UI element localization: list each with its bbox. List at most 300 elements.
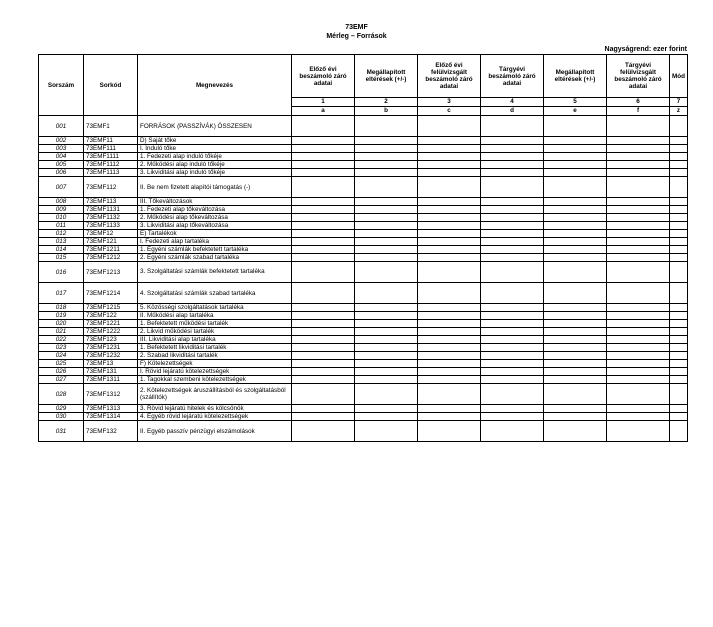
value-cell-3[interactable] xyxy=(418,137,481,145)
value-cell-4[interactable] xyxy=(481,238,544,246)
value-cell-2[interactable] xyxy=(355,312,418,320)
value-cell-7[interactable] xyxy=(670,145,688,153)
value-cell-4[interactable] xyxy=(481,304,544,312)
value-cell-7[interactable] xyxy=(670,376,688,384)
value-cell-6[interactable] xyxy=(607,283,670,304)
value-cell-5[interactable] xyxy=(544,238,607,246)
value-cell-4[interactable] xyxy=(481,169,544,177)
value-cell-1[interactable] xyxy=(292,368,355,376)
table-row xyxy=(39,153,688,161)
value-cell-1[interactable] xyxy=(292,116,355,137)
col-header-6: Tárgyévi felülvizsgált beszámoló záró adatai xyxy=(607,55,670,98)
value-cell-1[interactable] xyxy=(292,376,355,384)
value-cell-7[interactable] xyxy=(670,384,688,405)
col-header-7: Mód xyxy=(670,55,688,98)
row-name: 4. Szolgáltatási számlák szabad tartaléka xyxy=(138,283,292,304)
value-cell-7[interactable] xyxy=(670,161,688,169)
row-number: 026 xyxy=(39,368,84,376)
value-cell-2[interactable] xyxy=(355,413,418,421)
col-number-6: 6 xyxy=(607,98,670,107)
row-name: F) Kötelezettségek xyxy=(138,360,292,368)
value-cell-2[interactable] xyxy=(355,376,418,384)
row-code: 73EMF1213 xyxy=(84,262,138,283)
value-cell-2[interactable] xyxy=(355,360,418,368)
value-cell-7[interactable] xyxy=(670,222,688,230)
row-number: 002 xyxy=(39,137,84,145)
value-cell-2[interactable] xyxy=(355,145,418,153)
row-number: 023 xyxy=(39,344,84,352)
value-cell-2[interactable] xyxy=(355,328,418,336)
value-cell-6[interactable] xyxy=(607,328,670,336)
value-cell-3[interactable] xyxy=(418,304,481,312)
row-name: 1. Fedezeti alap tőkeváltozása xyxy=(138,206,292,214)
value-cell-5[interactable] xyxy=(544,206,607,214)
row-code: 73EMF122 xyxy=(84,312,138,320)
row-number: 012 xyxy=(39,230,84,238)
value-cell-5[interactable] xyxy=(544,283,607,304)
table-row xyxy=(39,384,688,405)
value-cell-4[interactable] xyxy=(481,312,544,320)
value-cell-4[interactable] xyxy=(481,214,544,222)
row-number: 024 xyxy=(39,352,84,360)
value-cell-1[interactable] xyxy=(292,161,355,169)
value-cell-2[interactable] xyxy=(355,198,418,206)
value-cell-7[interactable] xyxy=(670,283,688,304)
value-cell-1[interactable] xyxy=(292,336,355,344)
value-cell-5[interactable] xyxy=(544,336,607,344)
row-code: 73EMF1232 xyxy=(84,352,138,360)
col-letter-1: a xyxy=(292,107,355,116)
value-cell-2[interactable] xyxy=(355,421,418,442)
value-cell-7[interactable] xyxy=(670,421,688,442)
value-cell-4[interactable] xyxy=(481,153,544,161)
value-cell-7[interactable] xyxy=(670,206,688,214)
value-cell-4[interactable] xyxy=(481,116,544,137)
value-cell-1[interactable] xyxy=(292,238,355,246)
col-header-sorkod: Sorkód xyxy=(84,55,138,116)
row-name: 3. Rövid lejáratú hitelek és kölcsönök xyxy=(138,405,292,413)
value-cell-1[interactable] xyxy=(292,169,355,177)
value-cell-2[interactable] xyxy=(355,206,418,214)
value-cell-4[interactable] xyxy=(481,283,544,304)
row-number: 004 xyxy=(39,153,84,161)
value-cell-5[interactable] xyxy=(544,198,607,206)
table-row xyxy=(39,214,688,222)
value-cell-2[interactable] xyxy=(355,368,418,376)
value-cell-1[interactable] xyxy=(292,312,355,320)
value-cell-5[interactable] xyxy=(544,254,607,262)
value-cell-5[interactable] xyxy=(544,246,607,254)
table-row xyxy=(39,328,688,336)
value-cell-3[interactable] xyxy=(418,116,481,137)
value-cell-1[interactable] xyxy=(292,320,355,328)
value-cell-3[interactable] xyxy=(418,384,481,405)
value-cell-2[interactable] xyxy=(355,304,418,312)
value-cell-4[interactable] xyxy=(481,246,544,254)
row-number: 022 xyxy=(39,336,84,344)
table-row xyxy=(39,206,688,214)
row-code: 73EMF1131 xyxy=(84,206,138,214)
value-cell-2[interactable] xyxy=(355,169,418,177)
value-cell-3[interactable] xyxy=(418,177,481,198)
value-cell-2[interactable] xyxy=(355,384,418,405)
row-code: 73EMF13 xyxy=(84,360,138,368)
value-cell-1[interactable] xyxy=(292,352,355,360)
value-cell-2[interactable] xyxy=(355,344,418,352)
value-cell-7[interactable] xyxy=(670,413,688,421)
value-cell-4[interactable] xyxy=(481,206,544,214)
value-cell-2[interactable] xyxy=(355,238,418,246)
value-cell-5[interactable] xyxy=(544,214,607,222)
row-code: 73EMF1111 xyxy=(84,153,138,161)
value-cell-3[interactable] xyxy=(418,161,481,169)
value-cell-3[interactable] xyxy=(418,368,481,376)
value-cell-3[interactable] xyxy=(418,283,481,304)
col-letter-6: f xyxy=(607,107,670,116)
row-name: 1. Fedezeti alap induló tőkéje xyxy=(138,153,292,161)
value-cell-5[interactable] xyxy=(544,344,607,352)
value-cell-5[interactable] xyxy=(544,177,607,198)
value-cell-3[interactable] xyxy=(418,413,481,421)
value-cell-6[interactable] xyxy=(607,161,670,169)
value-cell-3[interactable] xyxy=(418,421,481,442)
value-cell-6[interactable] xyxy=(607,246,670,254)
value-cell-7[interactable] xyxy=(670,246,688,254)
value-cell-7[interactable] xyxy=(670,116,688,137)
table-row xyxy=(39,360,688,368)
value-cell-7[interactable] xyxy=(670,153,688,161)
row-number: 031 xyxy=(39,421,84,442)
value-cell-2[interactable] xyxy=(355,222,418,230)
value-cell-6[interactable] xyxy=(607,214,670,222)
value-cell-1[interactable] xyxy=(292,384,355,405)
value-cell-4[interactable] xyxy=(481,328,544,336)
value-cell-7[interactable] xyxy=(670,405,688,413)
table-row xyxy=(39,177,688,198)
value-cell-1[interactable] xyxy=(292,262,355,283)
row-name: II. Egyéb passzív pénzügyi elszámolások xyxy=(138,421,292,442)
value-cell-1[interactable] xyxy=(292,344,355,352)
value-cell-7[interactable] xyxy=(670,352,688,360)
value-cell-5[interactable] xyxy=(544,320,607,328)
value-cell-1[interactable] xyxy=(292,413,355,421)
value-cell-2[interactable] xyxy=(355,352,418,360)
col-header-megnevezes: Megnevezés xyxy=(138,55,292,116)
value-cell-4[interactable] xyxy=(481,137,544,145)
value-cell-5[interactable] xyxy=(544,161,607,169)
value-cell-3[interactable] xyxy=(418,336,481,344)
value-cell-3[interactable] xyxy=(418,153,481,161)
value-cell-2[interactable] xyxy=(355,214,418,222)
value-cell-1[interactable] xyxy=(292,328,355,336)
value-cell-5[interactable] xyxy=(544,368,607,376)
value-cell-3[interactable] xyxy=(418,312,481,320)
value-cell-3[interactable] xyxy=(418,169,481,177)
value-cell-6[interactable] xyxy=(607,177,670,198)
value-cell-7[interactable] xyxy=(670,230,688,238)
col-letter-5: e xyxy=(544,107,607,116)
value-cell-5[interactable] xyxy=(544,413,607,421)
value-cell-6[interactable] xyxy=(607,352,670,360)
value-cell-7[interactable] xyxy=(670,177,688,198)
row-code: 73EMF11 xyxy=(84,137,138,145)
value-cell-5[interactable] xyxy=(544,312,607,320)
table-row xyxy=(39,312,688,320)
value-cell-1[interactable] xyxy=(292,145,355,153)
value-cell-6[interactable] xyxy=(607,344,670,352)
value-cell-6[interactable] xyxy=(607,312,670,320)
value-cell-4[interactable] xyxy=(481,222,544,230)
row-code: 73EMF1222 xyxy=(84,328,138,336)
row-number: 025 xyxy=(39,360,84,368)
row-number: 027 xyxy=(39,376,84,384)
value-cell-3[interactable] xyxy=(418,344,481,352)
row-code: 73EMF1231 xyxy=(84,344,138,352)
table-row xyxy=(39,230,688,238)
value-cell-4[interactable] xyxy=(481,405,544,413)
row-code: 73EMF112 xyxy=(84,177,138,198)
value-cell-2[interactable] xyxy=(355,137,418,145)
row-code: 73EMF1312 xyxy=(84,384,138,405)
row-number: 003 xyxy=(39,145,84,153)
row-name: 1. Tagokkal szembeni kötelezettségek xyxy=(138,376,292,384)
value-cell-7[interactable] xyxy=(670,304,688,312)
value-cell-4[interactable] xyxy=(481,352,544,360)
value-cell-2[interactable] xyxy=(355,283,418,304)
value-cell-3[interactable] xyxy=(418,230,481,238)
form-subtitle: Mérleg – Források xyxy=(326,33,387,40)
table-row xyxy=(39,262,688,283)
row-code: 73EMF1132 xyxy=(84,214,138,222)
value-cell-2[interactable] xyxy=(355,153,418,161)
row-name: 2. Kötelezettségek áruszállításból és szolgáltatásból (szállítók) xyxy=(138,384,292,405)
value-cell-1[interactable] xyxy=(292,304,355,312)
row-number: 001 xyxy=(39,116,84,137)
value-cell-2[interactable] xyxy=(355,230,418,238)
col-number-5: 5 xyxy=(544,98,607,107)
value-cell-6[interactable] xyxy=(607,169,670,177)
value-cell-4[interactable] xyxy=(481,262,544,283)
value-cell-4[interactable] xyxy=(481,413,544,421)
row-code: 73EMF131 xyxy=(84,368,138,376)
value-cell-3[interactable] xyxy=(418,214,481,222)
value-cell-5[interactable] xyxy=(544,169,607,177)
row-number: 019 xyxy=(39,312,84,320)
row-number: 029 xyxy=(39,405,84,413)
value-cell-2[interactable] xyxy=(355,262,418,283)
value-cell-7[interactable] xyxy=(670,254,688,262)
value-cell-1[interactable] xyxy=(292,153,355,161)
value-cell-2[interactable] xyxy=(355,336,418,344)
value-cell-3[interactable] xyxy=(418,198,481,206)
value-cell-3[interactable] xyxy=(418,376,481,384)
value-cell-5[interactable] xyxy=(544,116,607,137)
value-cell-3[interactable] xyxy=(418,238,481,246)
value-cell-6[interactable] xyxy=(607,137,670,145)
value-cell-5[interactable] xyxy=(544,230,607,238)
value-cell-5[interactable] xyxy=(544,384,607,405)
value-cell-6[interactable] xyxy=(607,230,670,238)
value-cell-1[interactable] xyxy=(292,206,355,214)
value-cell-1[interactable] xyxy=(292,360,355,368)
value-cell-5[interactable] xyxy=(544,421,607,442)
value-cell-2[interactable] xyxy=(355,405,418,413)
value-cell-7[interactable] xyxy=(670,312,688,320)
value-cell-6[interactable] xyxy=(607,320,670,328)
table-row xyxy=(39,145,688,153)
value-cell-4[interactable] xyxy=(481,198,544,206)
value-cell-5[interactable] xyxy=(544,376,607,384)
row-name: III. Likviditási alap tartaléka xyxy=(138,336,292,344)
row-code: 73EMF121 xyxy=(84,238,138,246)
row-code: 73EMF1214 xyxy=(84,283,138,304)
row-name: 2. Szabad likviditási tartalék xyxy=(138,352,292,360)
value-cell-6[interactable] xyxy=(607,153,670,161)
value-cell-4[interactable] xyxy=(481,336,544,344)
value-cell-6[interactable] xyxy=(607,206,670,214)
value-cell-1[interactable] xyxy=(292,405,355,413)
value-cell-1[interactable] xyxy=(292,254,355,262)
value-cell-4[interactable] xyxy=(481,254,544,262)
value-cell-3[interactable] xyxy=(418,262,481,283)
row-name: I. Fedezeti alap tartaléka xyxy=(138,238,292,246)
value-cell-2[interactable] xyxy=(355,161,418,169)
value-cell-2[interactable] xyxy=(355,177,418,198)
value-cell-3[interactable] xyxy=(418,405,481,413)
unit-note: Nagyságrend: ezer forint xyxy=(604,46,687,53)
table-row xyxy=(39,304,688,312)
value-cell-4[interactable] xyxy=(481,145,544,153)
col-header-4: Tárgyévi beszámoló záró adatai xyxy=(481,55,544,98)
value-cell-3[interactable] xyxy=(418,246,481,254)
value-cell-7[interactable] xyxy=(670,214,688,222)
value-cell-5[interactable] xyxy=(544,137,607,145)
value-cell-5[interactable] xyxy=(544,145,607,153)
row-name: E) Tartalékok xyxy=(138,230,292,238)
value-cell-5[interactable] xyxy=(544,405,607,413)
value-cell-5[interactable] xyxy=(544,352,607,360)
value-cell-5[interactable] xyxy=(544,328,607,336)
value-cell-3[interactable] xyxy=(418,254,481,262)
value-cell-1[interactable] xyxy=(292,283,355,304)
value-cell-3[interactable] xyxy=(418,352,481,360)
col-header-1: Előző évi beszámoló záró adatai xyxy=(292,55,355,98)
value-cell-5[interactable] xyxy=(544,222,607,230)
table-row xyxy=(39,169,688,177)
value-cell-7[interactable] xyxy=(670,262,688,283)
value-cell-4[interactable] xyxy=(481,421,544,442)
value-cell-1[interactable] xyxy=(292,214,355,222)
value-cell-5[interactable] xyxy=(544,304,607,312)
value-cell-7[interactable] xyxy=(670,169,688,177)
table-row xyxy=(39,116,688,137)
value-cell-4[interactable] xyxy=(481,177,544,198)
value-cell-4[interactable] xyxy=(481,384,544,405)
row-number: 015 xyxy=(39,254,84,262)
value-cell-5[interactable] xyxy=(544,360,607,368)
value-cell-7[interactable] xyxy=(670,238,688,246)
value-cell-6[interactable] xyxy=(607,254,670,262)
row-number: 030 xyxy=(39,413,84,421)
value-cell-1[interactable] xyxy=(292,230,355,238)
value-cell-1[interactable] xyxy=(292,177,355,198)
value-cell-6[interactable] xyxy=(607,304,670,312)
value-cell-5[interactable] xyxy=(544,153,607,161)
value-cell-7[interactable] xyxy=(670,336,688,344)
value-cell-3[interactable] xyxy=(418,145,481,153)
value-cell-3[interactable] xyxy=(418,320,481,328)
value-cell-6[interactable] xyxy=(607,336,670,344)
value-cell-6[interactable] xyxy=(607,376,670,384)
value-cell-4[interactable] xyxy=(481,360,544,368)
value-cell-4[interactable] xyxy=(481,376,544,384)
value-cell-2[interactable] xyxy=(355,116,418,137)
value-cell-6[interactable] xyxy=(607,384,670,405)
value-cell-2[interactable] xyxy=(355,246,418,254)
value-cell-2[interactable] xyxy=(355,254,418,262)
value-cell-3[interactable] xyxy=(418,222,481,230)
value-cell-1[interactable] xyxy=(292,421,355,442)
value-cell-6[interactable] xyxy=(607,421,670,442)
value-cell-6[interactable] xyxy=(607,145,670,153)
row-number: 006 xyxy=(39,169,84,177)
value-cell-1[interactable] xyxy=(292,198,355,206)
value-cell-7[interactable] xyxy=(670,328,688,336)
value-cell-7[interactable] xyxy=(670,320,688,328)
row-code: 73EMF1313 xyxy=(84,405,138,413)
value-cell-5[interactable] xyxy=(544,262,607,283)
row-name: FORRÁSOK (PASSZÍVÁK) ÖSSZESEN xyxy=(138,116,292,137)
value-cell-4[interactable] xyxy=(481,344,544,352)
value-cell-3[interactable] xyxy=(418,206,481,214)
value-cell-2[interactable] xyxy=(355,320,418,328)
form-code: 73EMF xyxy=(345,24,368,31)
row-number: 021 xyxy=(39,328,84,336)
value-cell-6[interactable] xyxy=(607,262,670,283)
value-cell-4[interactable] xyxy=(481,161,544,169)
value-cell-4[interactable] xyxy=(481,230,544,238)
value-cell-6[interactable] xyxy=(607,222,670,230)
value-cell-6[interactable] xyxy=(607,238,670,246)
value-cell-7[interactable] xyxy=(670,344,688,352)
value-cell-6[interactable] xyxy=(607,360,670,368)
col-header-sorszam: Sorszám xyxy=(39,55,84,116)
value-cell-6[interactable] xyxy=(607,116,670,137)
value-cell-1[interactable] xyxy=(292,137,355,145)
value-cell-4[interactable] xyxy=(481,368,544,376)
row-name: II. Működési alap tartaléka xyxy=(138,312,292,320)
row-name: 5. Közösségi szolgáltatások tartaléka xyxy=(138,304,292,312)
value-cell-3[interactable] xyxy=(418,328,481,336)
value-cell-3[interactable] xyxy=(418,360,481,368)
row-number: 017 xyxy=(39,283,84,304)
value-cell-1[interactable] xyxy=(292,246,355,254)
col-header-5: Megállapított eltérések (+/-) xyxy=(544,55,607,98)
value-cell-6[interactable] xyxy=(607,198,670,206)
value-cell-7[interactable] xyxy=(670,198,688,206)
balance-sheet-table xyxy=(38,54,688,442)
value-cell-4[interactable] xyxy=(481,320,544,328)
value-cell-7[interactable] xyxy=(670,137,688,145)
value-cell-6[interactable] xyxy=(607,405,670,413)
value-cell-7[interactable] xyxy=(670,360,688,368)
value-cell-7[interactable] xyxy=(670,368,688,376)
value-cell-6[interactable] xyxy=(607,368,670,376)
col-number-1: 1 xyxy=(292,98,355,107)
value-cell-6[interactable] xyxy=(607,413,670,421)
row-code: 73EMF1 xyxy=(84,116,138,137)
value-cell-1[interactable] xyxy=(292,222,355,230)
